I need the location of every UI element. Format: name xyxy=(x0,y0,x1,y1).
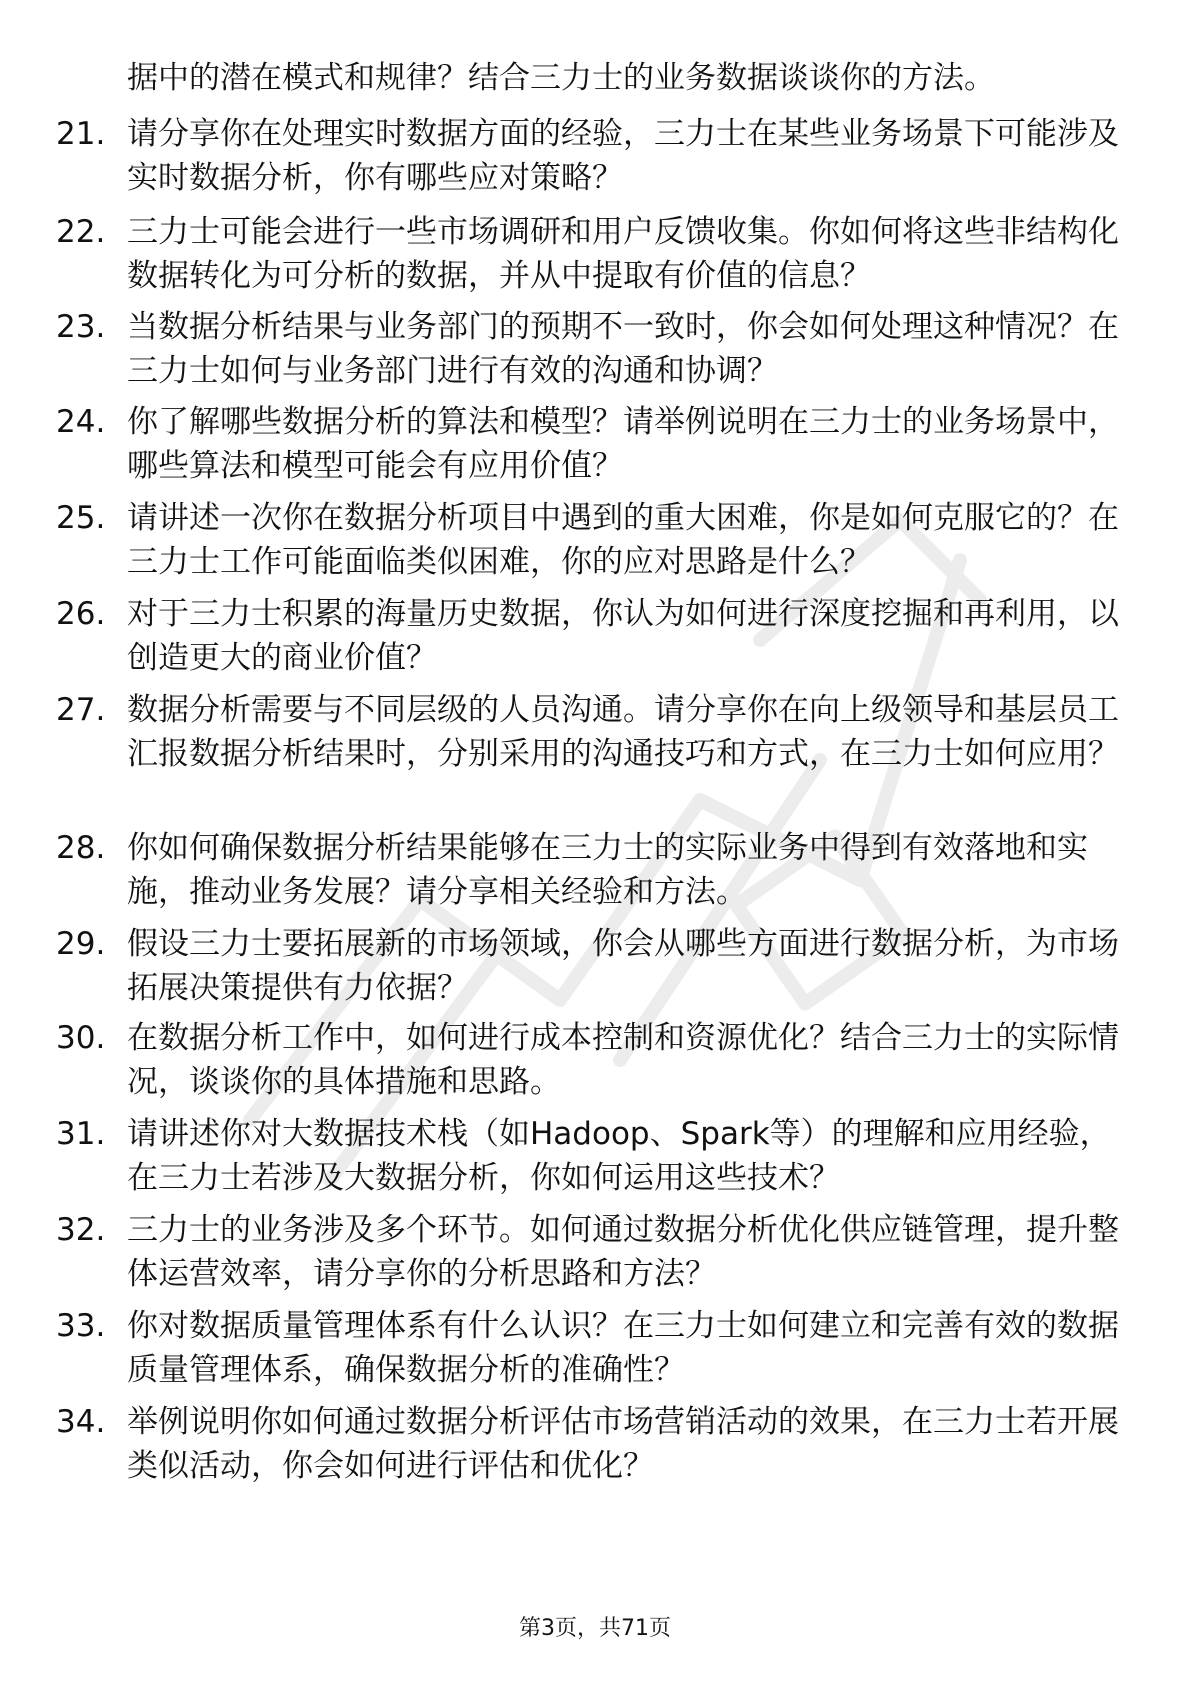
question-number: 34. xyxy=(56,1404,106,1440)
continuation-text: 据中的潜在模式和规律？结合三力士的业务数据谈谈你的方法。 xyxy=(127,60,995,96)
question-text: 在数据分析工作中，如何进行成本控制和资源优化？结合三力士的实际情况，谈谈你的具体措施和思路。 xyxy=(127,1020,1119,1100)
question-text: 当数据分析结果与业务部门的预期不一致时，你会如何处理这种情况？在三力士如何与业务部门进行有效的沟通和协调？ xyxy=(127,309,1119,389)
question-text: 你了解哪些数据分析的算法和模型？请举例说明在三力士的业务场景中，哪些算法和模型可能会有应用价值？ xyxy=(127,404,1119,484)
question-text: 三力士的业务涉及多个环节。如何通过数据分析优化供应链管理，提升整体运营效率，请分享你的分析思路和方法？ xyxy=(127,1212,1119,1292)
question-number: 24. xyxy=(56,404,106,440)
question-text: 对于三力士积累的海量历史数据，你认为如何进行深度挖掘和再利用，以创造更大的商业价值？ xyxy=(127,596,1119,676)
question-text: 你对数据质量管理体系有什么认识？在三力士如何建立和完善有效的数据质量管理体系，确保数据分析的准确性？ xyxy=(127,1308,1119,1388)
question-number: 27. xyxy=(56,692,106,728)
question-number: 33. xyxy=(56,1308,106,1344)
question-number: 23. xyxy=(56,309,106,345)
question-number: 29. xyxy=(56,926,106,962)
question-text: 请分享你在处理实时数据方面的经验，三力士在某些业务场景下可能涉及实时数据分析，你有哪些应对策略？ xyxy=(127,116,1119,196)
question-number: 28. xyxy=(56,830,106,866)
question-number: 26. xyxy=(56,596,106,632)
question-number: 25. xyxy=(56,500,106,536)
question-text: 请讲述你对大数据技术栈（如Hadoop、Spark等）的理解和应用经验，在三力士若涉及大数据分析，你如何运用这些技术？ xyxy=(127,1116,1111,1196)
question-text: 请讲述一次你在数据分析项目中遇到的重大困难，你是如何克服它的？在三力士工作可能面临类似困难，你的应对思路是什么？ xyxy=(127,500,1119,580)
question-number: 31. xyxy=(56,1116,106,1152)
question-number: 21. xyxy=(56,116,106,152)
question-text: 三力士可能会进行一些市场调研和用户反馈收集。你如何将这些非结构化数据转化为可分析的数据，并从中提取有价值的信息？ xyxy=(127,214,1119,294)
question-number: 22. xyxy=(56,214,106,250)
question-number: 32. xyxy=(56,1212,106,1248)
question-number: 30. xyxy=(56,1020,106,1056)
question-text: 数据分析需要与不同层级的人员沟通。请分享你在向上级领导和基层员工汇报数据分析结果时，分别采用的沟通技巧和方式，在三力士如何应用？ xyxy=(127,692,1119,772)
question-text: 假设三力士要拓展新的市场领域，你会从哪些方面进行数据分析，为市场拓展决策提供有力依据？ xyxy=(127,926,1119,1006)
page-footer: 第3页，共71页 xyxy=(519,1616,671,1641)
question-text: 你如何确保数据分析结果能够在三力士的实际业务中得到有效落地和实施，推动业务发展？请分享相关经验和方法。 xyxy=(127,830,1088,910)
question-text: 举例说明你如何通过数据分析评估市场营销活动的效果，在三力士若开展类似活动，你会如何进行评估和优化？ xyxy=(127,1404,1119,1484)
